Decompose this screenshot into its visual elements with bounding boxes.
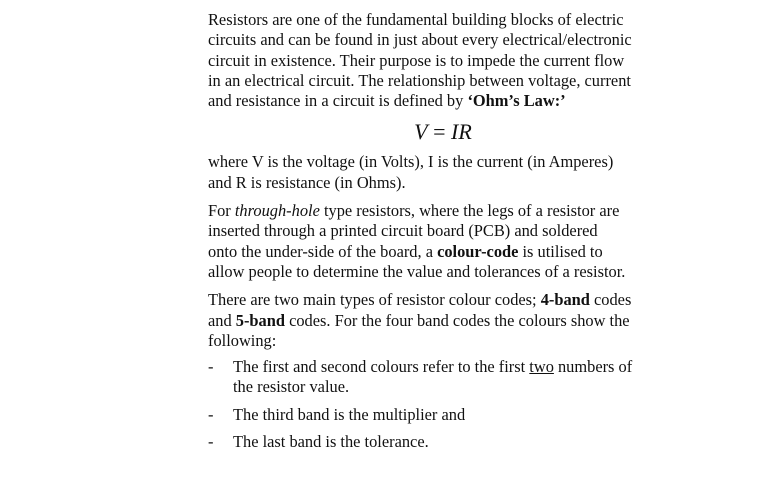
text-line: and R is resistance (in Ohms). (208, 172, 406, 192)
underlined-word: two (529, 357, 554, 377)
text-span: is utilised to (518, 241, 603, 261)
document-body (208, 10, 678, 459)
text-span: type resistors, where the legs of a resistor are (319, 201, 620, 221)
text-span: onto the under-side of the board, a (208, 241, 438, 261)
text-line: circuit in existence. Their purpose is to impede the current flow (208, 50, 625, 70)
text-line: inserted through a printed circuit board (PCB) and soldered (208, 221, 598, 241)
text-span: and resistance in a circuit is defined by (208, 91, 468, 111)
text-span: and (208, 310, 236, 330)
text-span: codes (589, 290, 632, 310)
text-line: allow people to determine the value and tolerances of a resistor. (208, 261, 626, 281)
list-item (208, 405, 678, 425)
formula-equals: = (427, 119, 452, 145)
text-line: The third band is the multiplier and (233, 404, 466, 424)
formula-rhs: IR (451, 119, 472, 145)
colour-code-types-paragraph (208, 290, 678, 351)
through-hole-term: through-hole (234, 201, 320, 221)
intro-paragraph (208, 10, 678, 111)
formula-lhs: V (414, 119, 428, 145)
four-band-term: 4-band (540, 290, 590, 310)
text-line (208, 91, 566, 110)
text-line: The last band is the tolerance. (233, 432, 429, 452)
list-item (208, 432, 678, 452)
through-hole-paragraph (208, 201, 678, 282)
text-span: numbers of (553, 357, 633, 377)
text-line (208, 242, 603, 261)
dash-bullet: - (208, 432, 214, 452)
text-span: codes. For the four band codes the colours show the (284, 310, 630, 330)
dash-bullet: - (208, 357, 214, 377)
text-line: circuits and can be found in just about every electrical/electronic (208, 30, 632, 50)
text-span: For (208, 201, 235, 221)
text-line (208, 311, 630, 330)
ohms-law-label: ‘Ohm’s Law:’ (467, 91, 566, 111)
five-band-term: 5-band (235, 310, 285, 330)
dash-bullet: - (208, 404, 214, 424)
definition-paragraph (208, 152, 678, 193)
text-line: where V is the voltage (in Volts), I is the current (in Amperes) (208, 152, 614, 172)
list-item (208, 357, 678, 398)
text-line: in an electrical circuit. The relationship between voltage, current (208, 70, 631, 90)
text-line (233, 357, 632, 376)
text-line: Resistors are one of the fundamental building blocks of electric (208, 10, 624, 29)
text-line (208, 290, 631, 309)
colour-code-term: colour-code (437, 241, 519, 261)
text-line: following: (208, 330, 277, 350)
text-span: There are two main types of resistor colour codes; (208, 290, 541, 310)
band-list (208, 357, 678, 452)
text-span: The first and second colours refer to the first (233, 357, 530, 377)
text-line: the resistor value. (233, 377, 350, 397)
ohms-law-formula (208, 119, 678, 145)
text-line (208, 201, 619, 220)
